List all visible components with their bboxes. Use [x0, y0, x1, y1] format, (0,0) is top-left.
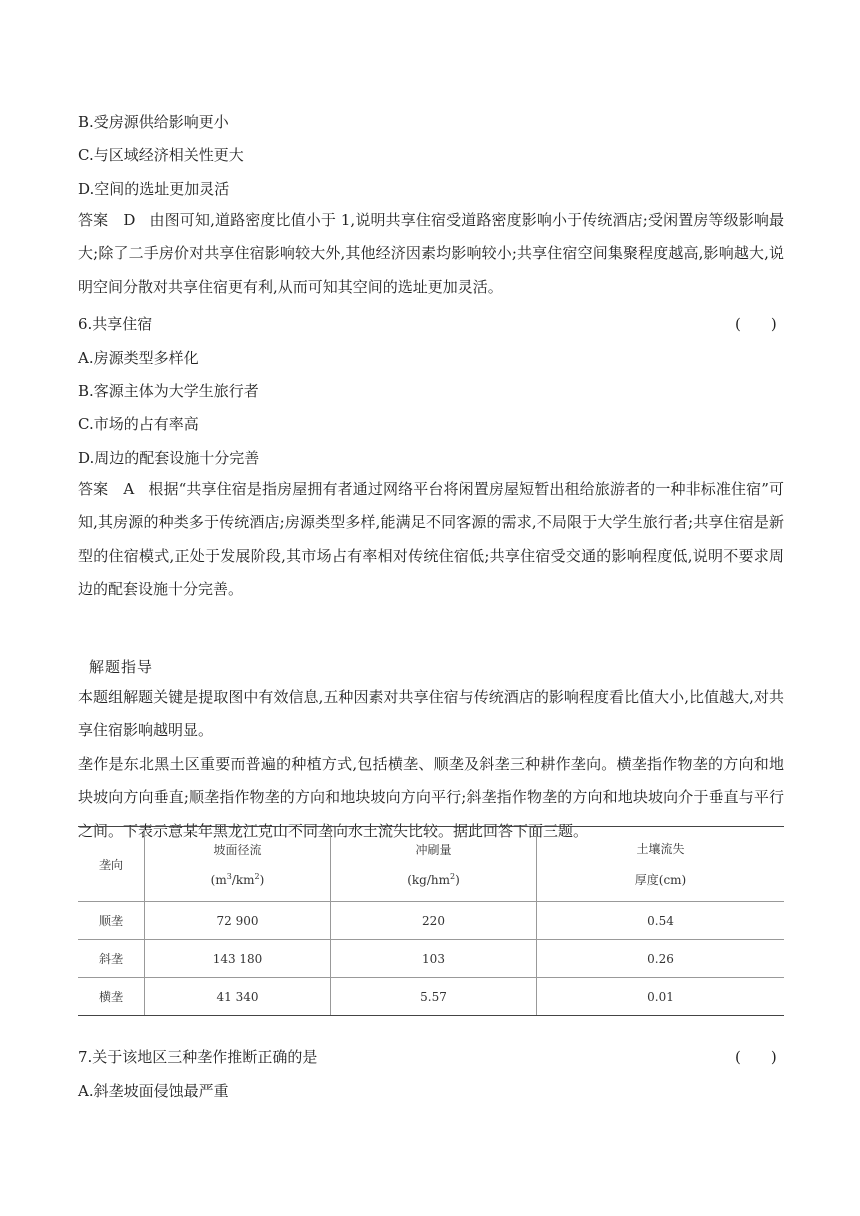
q5-option-b: B.受房源供给影响更小 — [78, 113, 229, 131]
header-scour — [331, 827, 537, 902]
cell-direction: 顺垄 — [78, 902, 145, 940]
q5-answer-text: 由图可知,道路密度比值小于 1,说明共享住宿受道路密度影响小于传统酒店;受闲置房等级影响最大;除了二手房价对共享住宿影响较大外,其他经济因素均影响较小;共享住宿空间集聚程度越高,影响越大,说明空间分散对共享住宿更有利,从而可知其空间的选址更加灵活。 — [78, 211, 785, 296]
q5-option-d: D.空间的选址更加灵活 — [78, 180, 230, 198]
cell-thickness: 0.01 — [537, 978, 785, 1016]
q7-stem: 7.关于该地区三种垄作推断正确的是 — [78, 1048, 318, 1066]
table-header-row — [78, 827, 784, 902]
table-row — [78, 940, 784, 978]
header-runoff — [145, 827, 331, 902]
header-scour-title: 冲刷量 — [415, 843, 452, 857]
cell-direction: 横垄 — [78, 978, 145, 1016]
q5-answer — [78, 204, 784, 304]
q7-option-a: A.斜垄坡面侵蚀最严重 — [78, 1082, 229, 1100]
q7-answer-blank: ( ) — [735, 1048, 777, 1066]
cell-runoff: 72 900 — [145, 902, 331, 940]
q6-option-a: A.房源类型多样化 — [78, 349, 199, 367]
q5-answer-label: 答案 D — [78, 211, 136, 229]
guide-title: 解题指导 — [89, 658, 154, 676]
header-scour-unit: $(kg/hm^2)$ — [407, 872, 460, 887]
soil-loss-table — [78, 826, 784, 1016]
q6-answer-text: 根据“共享住宿是指房屋拥有者通过网络平台将闲置房屋短暂出租给旅游者的一种非标准住宿”可知,其房源的种类多于传统酒店;房源类型多样,能满足不同客源的需求,不局限于大学生旅行者;共享住宿是新型的住宿模式,正处于发展阶段,其市场占有率相对传统住宿低;共享住宿受交通的影响程度低,说明不要求周边的配套设施十分完善。 — [78, 480, 784, 598]
cell-scour: 103 — [331, 940, 537, 978]
q6-answer-label: 答案 A — [78, 480, 135, 498]
header-thickness — [537, 827, 785, 902]
table-row — [78, 902, 784, 940]
cell-thickness: 0.54 — [537, 902, 785, 940]
cell-thickness: 0.26 — [537, 940, 785, 978]
guide-text: 本题组解题关键是提取图中有效信息,五种因素对共享住宿与传统酒店的影响程度看比值大小,比值越大,对共享住宿影响越明显。 — [78, 688, 784, 740]
q6-answer-blank: ( ) — [735, 315, 777, 333]
q6-stem: 6.共享住宿 — [78, 315, 153, 333]
q6-option-c: C.市场的占有率高 — [78, 415, 199, 433]
header-runoff-title: 坡面径流 — [213, 843, 262, 857]
q5-option-c: C.与区域经济相关性更大 — [78, 146, 244, 164]
header-thickness-unit: 厚度(cm) — [634, 873, 687, 887]
q6-answer — [78, 473, 784, 606]
header-runoff-unit: $(m^3/km^2)$ — [210, 872, 265, 887]
cell-direction: 斜垄 — [78, 940, 145, 978]
cell-scour: 5.57 — [331, 978, 537, 1016]
cell-scour: 220 — [331, 902, 537, 940]
cell-runoff: 143 180 — [145, 940, 331, 978]
cell-runoff: 41 340 — [145, 978, 331, 1016]
q6-option-d: D.周边的配套设施十分完善 — [78, 449, 260, 467]
q6-option-b: B.客源主体为大学生旅行者 — [78, 382, 259, 400]
header-direction: 垄向 — [78, 827, 145, 902]
header-thickness-title: 土壤流失 — [636, 842, 685, 856]
table-row — [78, 978, 784, 1016]
question-intro: 垄作是东北黑土区重要而普遍的种植方式,包括横垄、顺垄及斜垄三种耕作垄向。横垄指作物垄的方向和地块坡向方向垂直;顺垄指作物垄的方向和地块坡向方向平行;斜垄指作物垄的方向和地块坡向介于垂直与平行之间。下表示意某年黑龙江克山不同垄向水土流失比较。据此回答下面三题。 — [78, 755, 784, 840]
